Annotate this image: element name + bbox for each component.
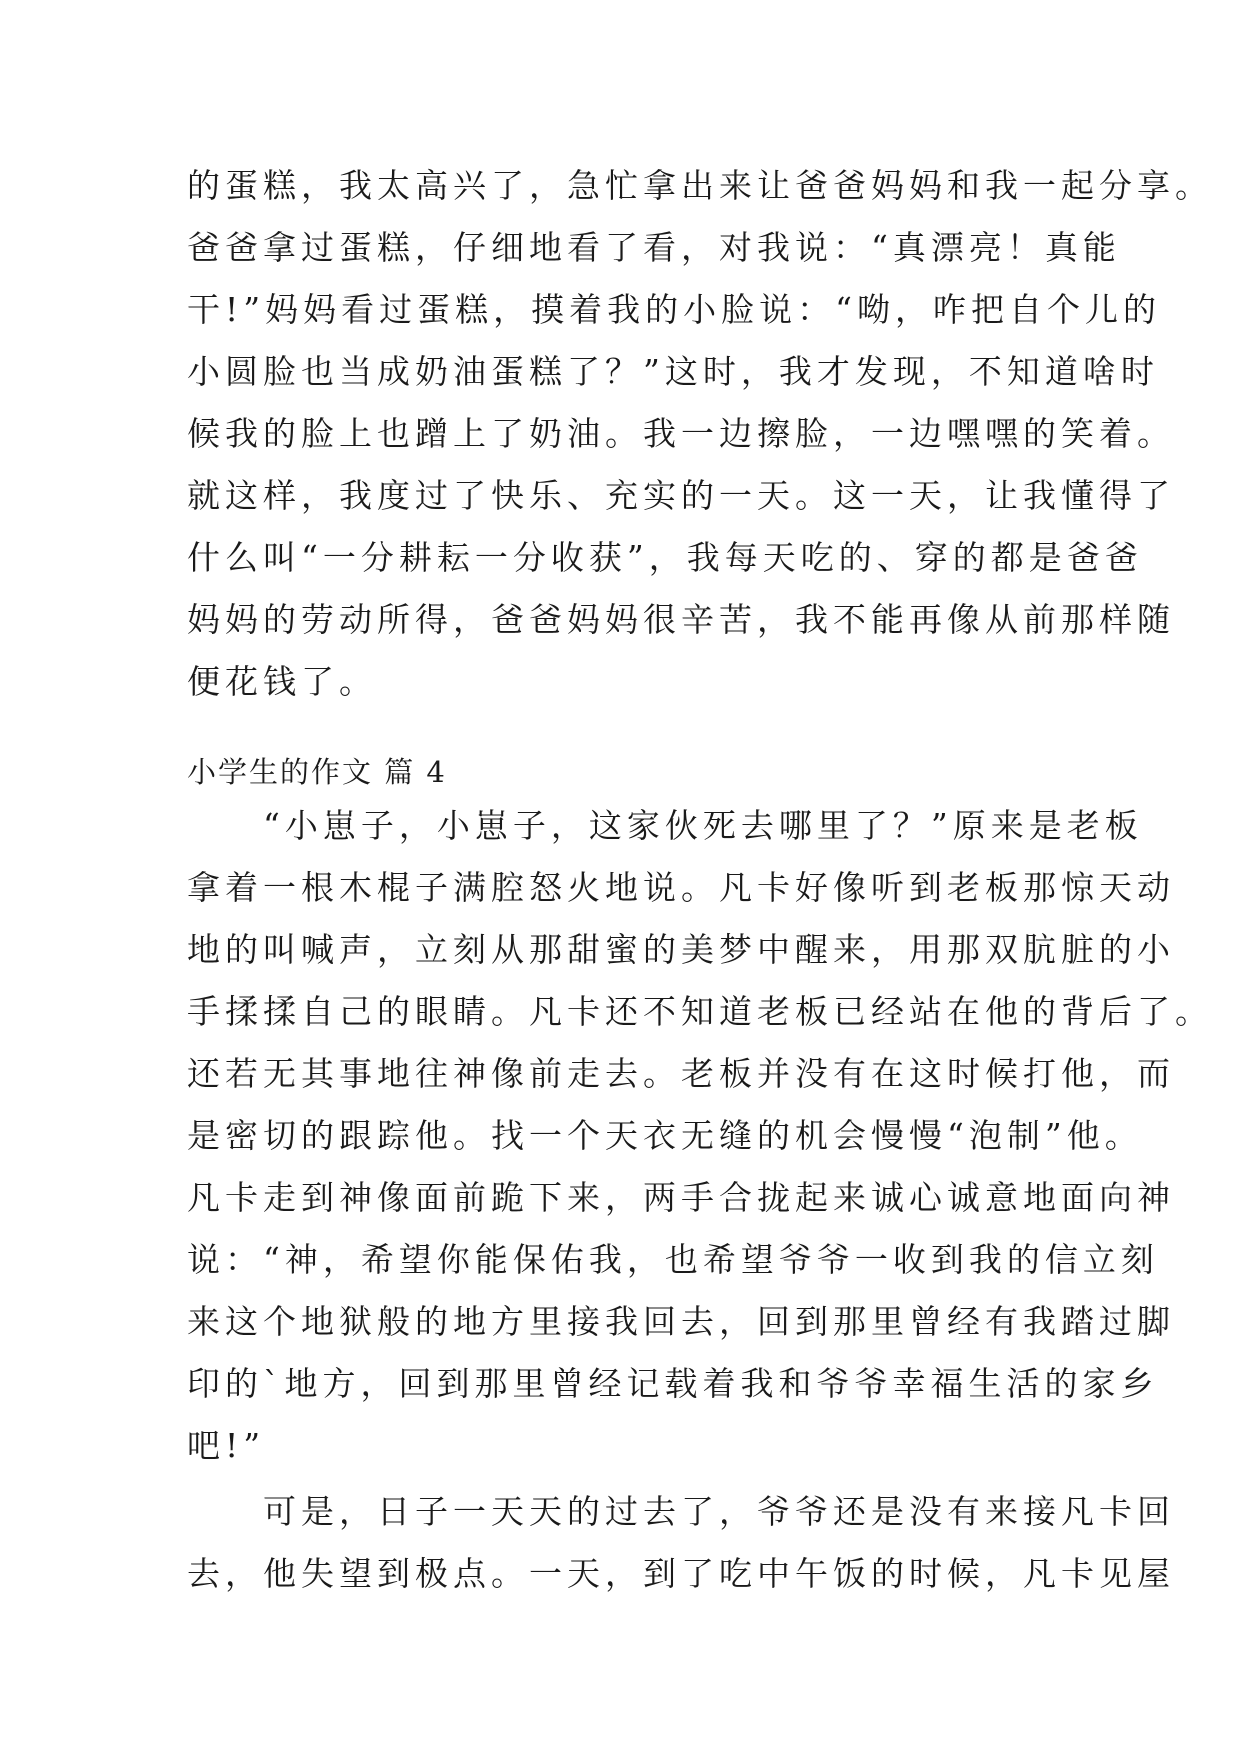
paragraph-line: 小圆脸也当成奶油蛋糕了？”这时，我才发现，不知道啥时 (187, 352, 1159, 391)
paragraph-line: 什么叫“一分耕耘一分收获”，我每天吃的、穿的都是爸爸 (187, 538, 1143, 577)
paragraph-line: 来这个地狱般的地方里接我回去，回到那里曾经有我踏过脚 (187, 1302, 1175, 1341)
paragraph-line: 候我的脸上也蹭上了奶油。我一边擦脸，一边嘿嘿的笑着。 (187, 414, 1175, 453)
paragraph-line: 去，他失望到极点。一天，到了吃中午饭的时候，凡卡见屋 (187, 1554, 1175, 1593)
paragraph-line: 爸爸拿过蛋糕，仔细地看了看，对我说：“真漂亮！真能 (187, 228, 1121, 267)
paragraph-line: 可是，日子一天天的过去了，爷爷还是没有来接凡卡回 (187, 1492, 1175, 1531)
paragraph-line: 吧!” (187, 1426, 266, 1465)
paragraph-line: 就这样，我度过了快乐、充实的一天。这一天，让我懂得了 (187, 476, 1175, 515)
paragraph-line: 是密切的跟踪他。找一个天衣无缝的机会慢慢“泡制”他。 (187, 1116, 1143, 1155)
paragraph-line: 便花钱了。 (187, 662, 377, 701)
paragraph-line: 妈妈的劳动所得，爸爸妈妈很辛苦，我不能再像从前那样随 (187, 600, 1175, 639)
paragraph-line: 印的`地方，回到那里曾经记载着我和爷爷幸福生活的家乡 (187, 1364, 1159, 1403)
paragraph-line: 还若无其事地往神像前走去。老板并没有在这时候打他，而 (187, 1054, 1175, 1093)
paragraph-line: 手揉揉自己的眼睛。凡卡还不知道老板已经站在他的背后了。 (187, 992, 1213, 1031)
paragraph-line: 干!”妈妈看过蛋糕，摸着我的小脸说：“呦，咋把自个儿的 (187, 290, 1162, 329)
paragraph-line: 地的叫喊声，立刻从那甜蜜的美梦中醒来，用那双肮脏的小 (187, 930, 1175, 969)
paragraph-line: “小崽子，小崽子，这家伙死去哪里了？”原来是老板 (187, 806, 1143, 845)
paragraph-line: 说：“神，希望你能保佑我，也希望爷爷一收到我的信立刻 (187, 1240, 1159, 1279)
paragraph-line: 凡卡走到神像面前跪下来，两手合拢起来诚心诚意地面向神 (187, 1178, 1175, 1217)
paragraph-line: 的蛋糕，我太高兴了，急忙拿出来让爸爸妈妈和我一起分享。 (187, 166, 1213, 205)
section-heading: 小学生的作文 篇 4 (187, 755, 447, 789)
paragraph-line: 拿着一根木棍子满腔怒火地说。凡卡好像听到老板那惊天动 (187, 868, 1175, 907)
